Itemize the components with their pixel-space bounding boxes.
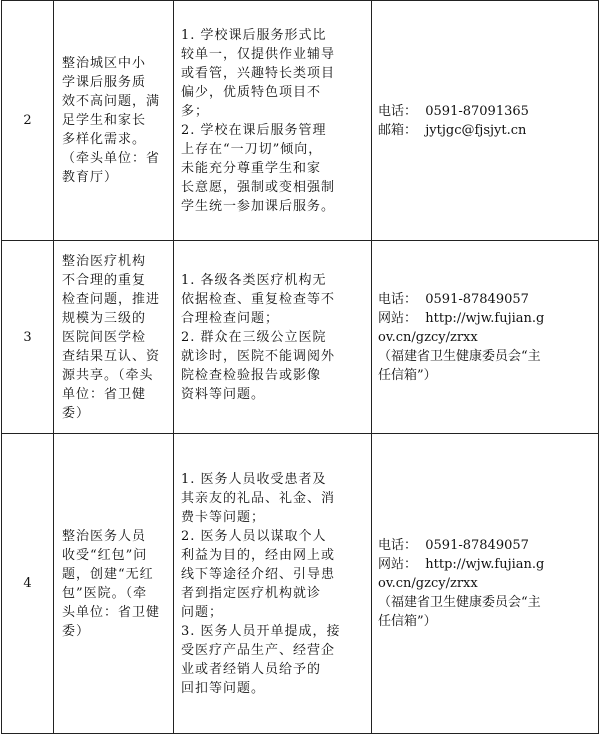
text-line: 者到指定医疗机构就诊 (181, 585, 322, 601)
task-title-cell (54, 241, 174, 434)
text-line: 检查问题，推进 (62, 291, 161, 307)
task-title-cell (54, 1, 174, 241)
text-line: （福建省卫生健康委员会“主 (378, 595, 541, 610)
text-line: 任信箱”） (378, 614, 437, 629)
contact-cell (372, 434, 599, 734)
table-row (2, 1, 599, 241)
text-line: 或看管，兴趣特长类项目 (181, 65, 336, 81)
text-line: 头单位：省卫健 (62, 604, 161, 620)
text-line: 院检查检验报告或影像 (181, 367, 322, 383)
text-line: 查结果互认、资 (62, 348, 161, 364)
text-line: 线下等途径介绍、引导患 (181, 566, 336, 582)
contact-cell (372, 1, 599, 241)
task-title (54, 54, 173, 187)
row-number-cell (2, 1, 54, 241)
contact-info (372, 290, 598, 385)
text-line: 效不高问题，满 (62, 94, 161, 109)
text-line: 1. 学校课后服务形式比 (181, 27, 327, 43)
text-line: 不合理的重复 (62, 272, 147, 288)
text-line: 电话： 0591-87091365 (378, 103, 529, 119)
text-line: （福建省卫生健康委员会“主 (378, 348, 541, 364)
row-number-cell (2, 434, 54, 734)
row-number-cell (2, 241, 54, 434)
text-line: 未能充分尊重学生和家 (181, 160, 322, 176)
text-line: 网站： http://wjw.fujian.g (378, 310, 545, 326)
text-line: 长意愿，强制或变相强制 (181, 179, 336, 195)
task-table (1, 0, 599, 734)
text-line: 电话： 0591-87849057 (378, 291, 529, 307)
text-line: 问题； (181, 604, 224, 620)
table-row (2, 241, 599, 434)
text-line: 整治医疗机构 (62, 253, 147, 269)
problem-list (174, 26, 371, 216)
contact-cell (372, 241, 599, 434)
text-line: 源共享。（牵头 (62, 367, 154, 383)
text-line: 依据检查、重复检查等不 (181, 291, 336, 307)
text-line: 学课后服务质 (62, 75, 147, 90)
contact-info (372, 102, 598, 140)
text-line: 任信箱”） (378, 367, 437, 383)
contact-info (372, 536, 598, 631)
text-line: 邮箱： jytjgc@fjsjyt.cn (378, 122, 527, 138)
text-line: 网站： http://wjw.fujian.g (378, 557, 545, 572)
text-line: 整治城区中小 (62, 56, 147, 71)
text-line: 受医疗产品生产、经营企 (181, 642, 336, 658)
text-line: 学生统一参加课后服务。 (181, 198, 336, 214)
table-row (2, 434, 599, 734)
text-line: 业或者经销人员给予的 (181, 661, 322, 677)
task-title-cell (54, 434, 174, 734)
text-line: （牵头单位：省 (62, 151, 161, 166)
text-line: 资料等问题。 (181, 386, 266, 402)
text-line: 上存在“一刀切”倾向， (181, 141, 323, 157)
text-line: 教育厅） (62, 170, 119, 185)
text-line: 电话： 0591-87849057 (378, 538, 529, 553)
text-line: 单位：省卫健 (62, 386, 147, 402)
problem-list (174, 271, 371, 404)
text-line: 3. 医务人员开单提成，接 (181, 623, 341, 639)
text-line: 医院间医学检 (62, 329, 147, 345)
text-line: 2. 群众在三级公立医院 (181, 329, 327, 345)
row-number: 2 (23, 113, 32, 128)
text-line: 费卡等问题； (181, 509, 266, 525)
task-table-body (2, 1, 599, 734)
text-line: 1. 医务人员收受患者及 (181, 471, 327, 487)
text-line: 偏少，优质特色项目不 (181, 84, 322, 100)
text-line: 足学生和家长 (62, 113, 147, 128)
text-line: 多样化需求。 (62, 132, 147, 147)
row-number: 4 (23, 576, 32, 591)
text-line: 收受“红包”问 (62, 547, 148, 563)
text-line: 回扣等问题。 (181, 680, 266, 696)
text-line: 较单一，仅提供作业辅导 (181, 46, 336, 62)
text-line: 其亲友的礼品、礼金、消 (181, 490, 336, 506)
text-line: ov.cn/gzcy/zrxx (378, 576, 478, 591)
text-line: ov.cn/gzcy/zrxx (378, 329, 478, 345)
text-line: 委） (62, 623, 91, 639)
problem-cell (174, 434, 372, 734)
text-line: 题，创建“无红 (62, 566, 154, 582)
task-title (54, 252, 173, 423)
text-line: 2. 医务人员以谋取个人 (181, 528, 327, 544)
text-line: 合理检查问题； (181, 310, 280, 326)
text-line: 2. 学校在课后服务管理 (181, 122, 327, 138)
text-line: 委） (62, 405, 91, 421)
text-line: 包”医院。（牵 (62, 585, 148, 601)
text-line: 就诊时，医院不能调阅外 (181, 348, 336, 364)
row-number: 3 (23, 329, 32, 345)
problem-cell (174, 1, 372, 241)
text-line: 规模为三级的 (62, 310, 147, 326)
text-line: 多； (181, 103, 210, 119)
problem-list (174, 470, 371, 698)
task-title (54, 527, 173, 641)
text-line: 1. 各级各类医疗机构无 (181, 272, 327, 288)
problem-cell (174, 241, 372, 434)
text-line: 利益为目的，经由网上或 (181, 547, 336, 563)
text-line: 整治医务人员 (62, 528, 147, 544)
